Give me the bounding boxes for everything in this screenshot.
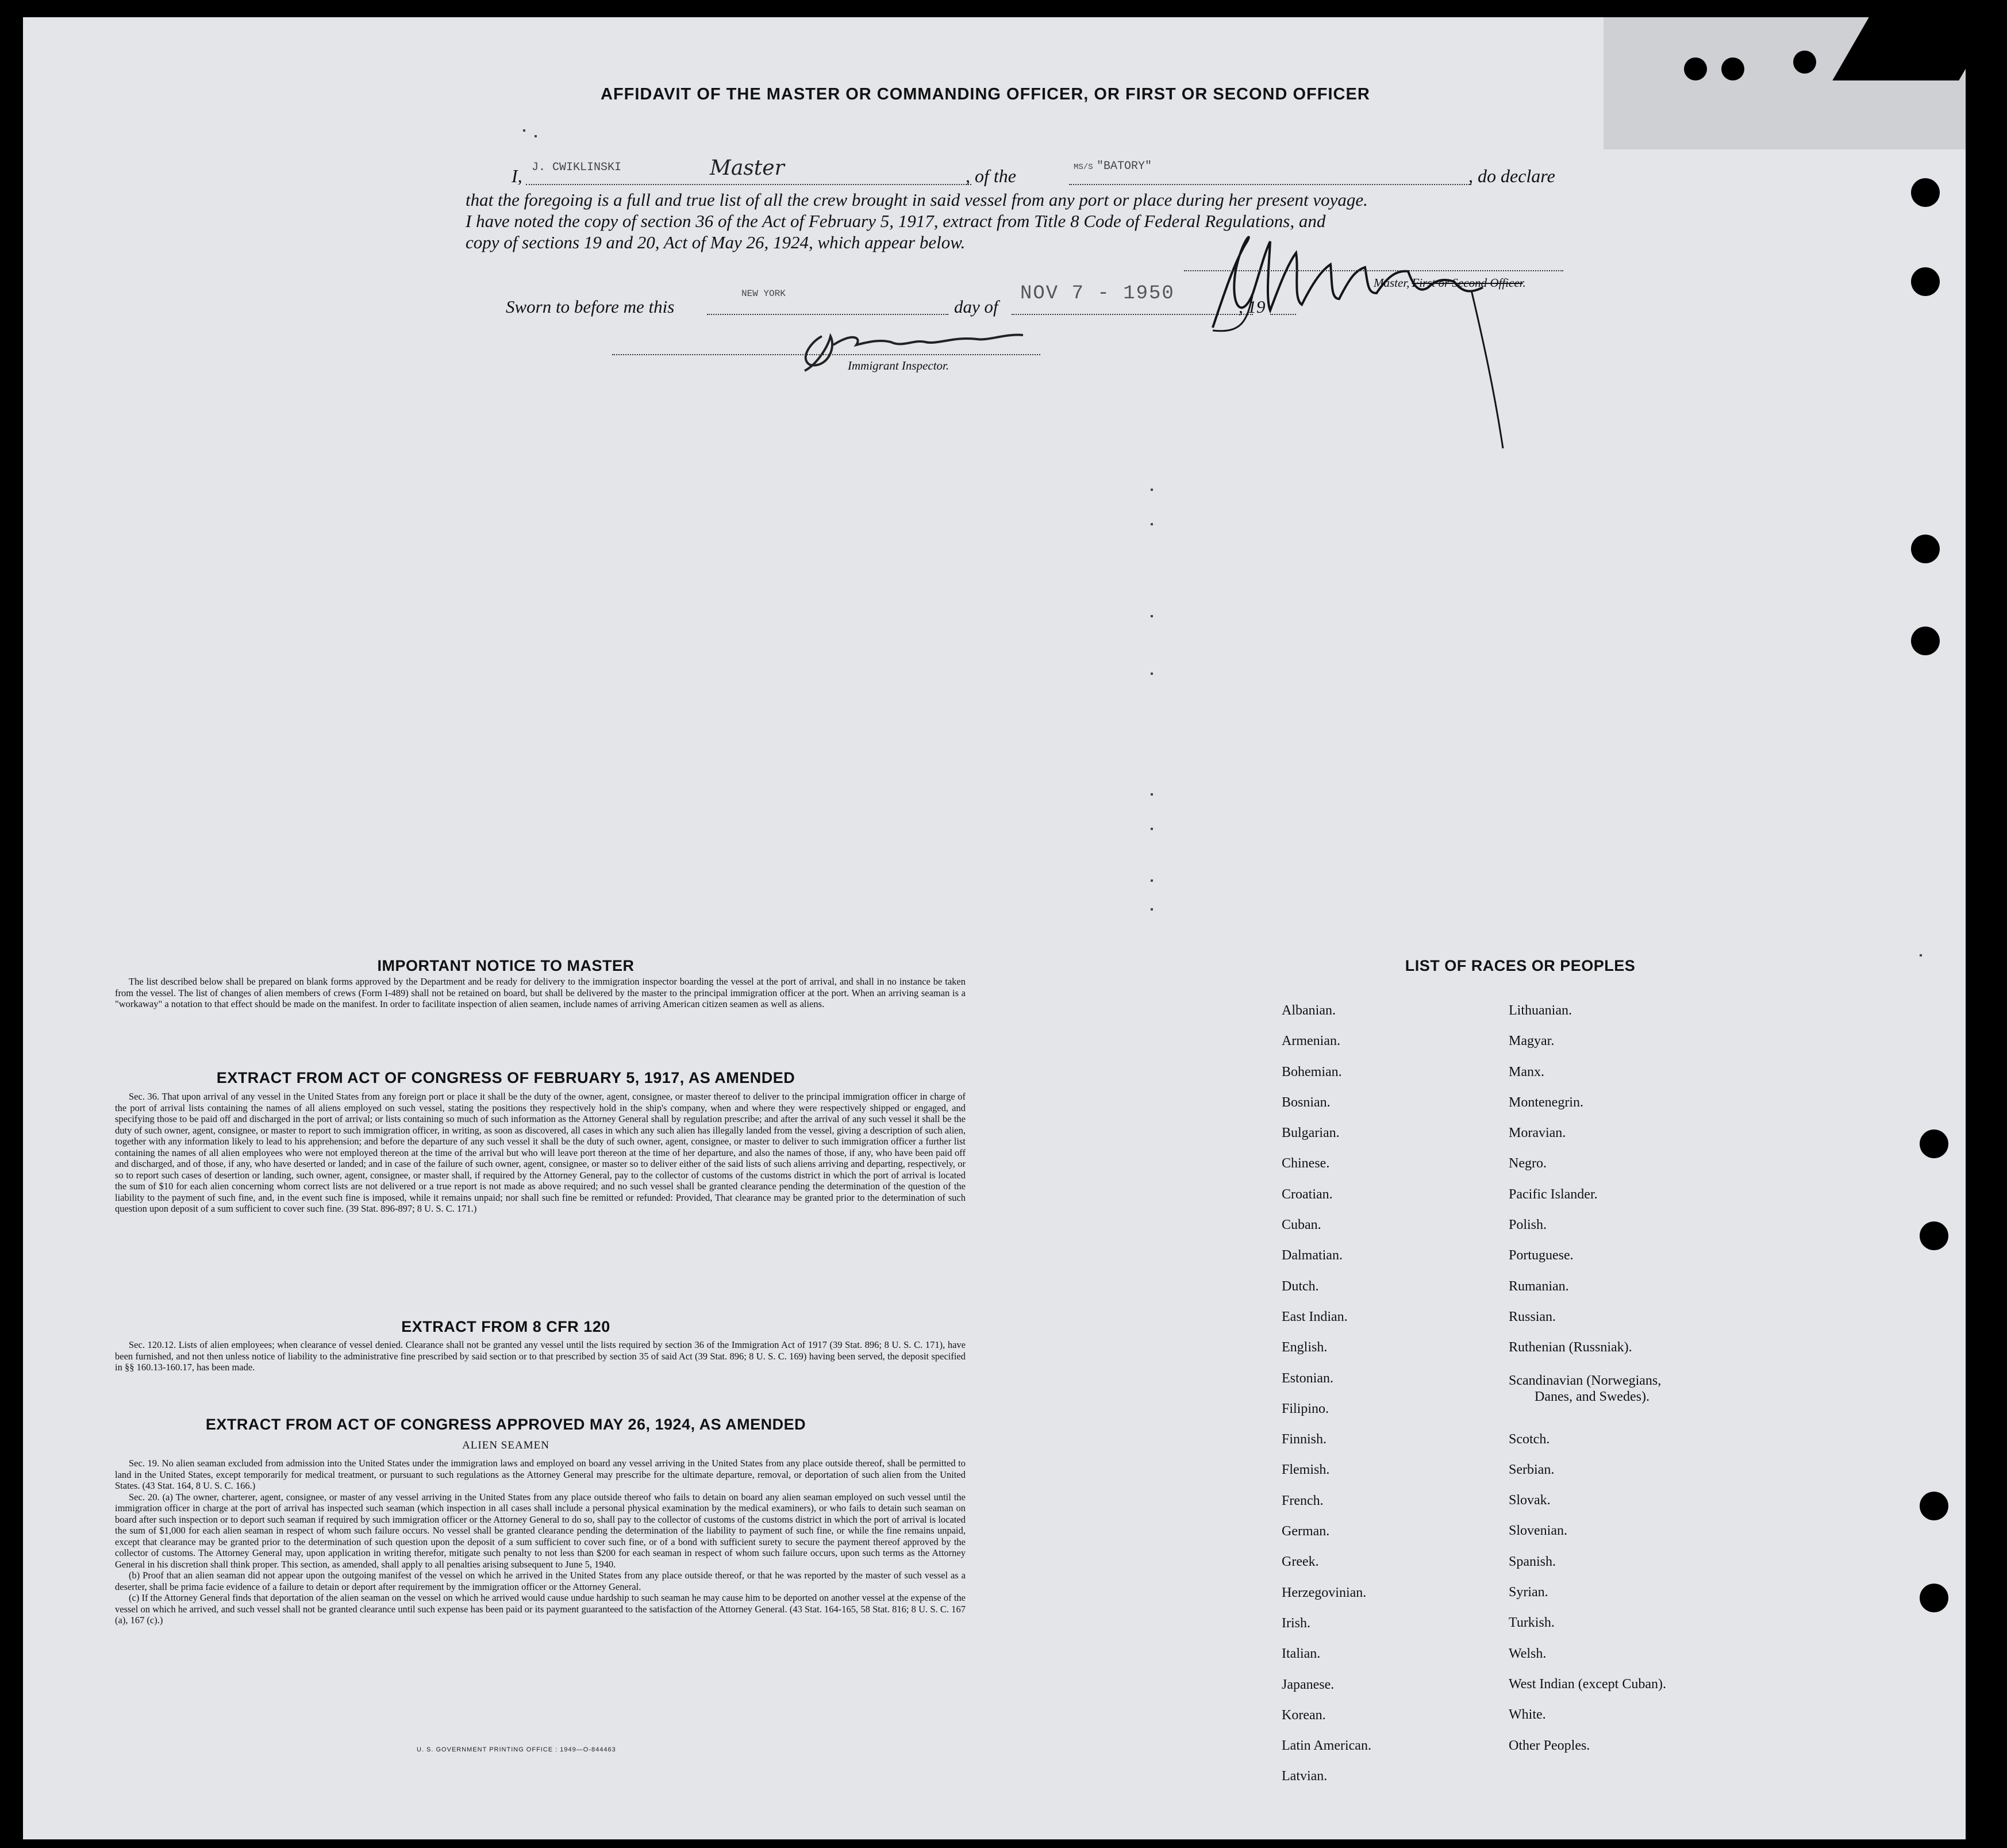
races-left-column bbox=[1282, 1003, 1371, 1800]
affidavit-i: I, bbox=[512, 166, 522, 186]
declaration-line-2: I have noted the copy of section 36 of the Act of February 5, 1917, extract from Title 8 Code of Federal Regulations, and bbox=[466, 211, 1326, 231]
punch-hole bbox=[1911, 267, 1940, 296]
punch-hole bbox=[1911, 178, 1940, 207]
sworn-label: Sworn to before me this bbox=[506, 297, 675, 317]
race-item: Greek. bbox=[1282, 1554, 1319, 1570]
races-right-column bbox=[1509, 1003, 1666, 1769]
race-item: Herzegovinian. bbox=[1282, 1585, 1367, 1600]
race-item: Bohemian. bbox=[1282, 1064, 1342, 1079]
bleed-mark bbox=[1151, 908, 1153, 910]
race-item: Scotch. bbox=[1509, 1431, 1550, 1447]
extract-cfr-heading: EXTRACT FROM 8 CFR 120 bbox=[401, 1318, 610, 1335]
race-item: Portuguese. bbox=[1509, 1248, 1574, 1263]
race-item: Spanish. bbox=[1509, 1554, 1556, 1569]
punch-hole bbox=[1920, 1221, 1948, 1250]
notice-paragraph: The list described below shall be prepared on blank forms approved by the Department and be ready for delivery to the immigration inspector boarding the vessel at the port of arrival, and shall in no instance be taken from the vessel. The list of changes of alien members of crews (Form I-489) shall not be retained on board, but shall be delivered by the master to the principal immigration officer at the port. When an arriving seaman is a "workaway" a notation to that effect should be made on the manifest. In order to facilitate inspection of alien seamen, include names of arriving American citizen seamen as well as aliens. bbox=[115, 976, 966, 1009]
master-rank-handwritten: Master bbox=[710, 156, 785, 180]
master-name: J. CWIKLINSKI bbox=[532, 161, 622, 174]
race-item: Dalmatian. bbox=[1282, 1248, 1343, 1263]
punch-hole bbox=[1911, 627, 1940, 655]
race-item: White. bbox=[1509, 1707, 1546, 1723]
race-item: Serbian. bbox=[1509, 1462, 1555, 1477]
bleed-mark bbox=[523, 129, 525, 132]
race-item: Korean. bbox=[1282, 1707, 1326, 1723]
race-item: Polish. bbox=[1509, 1217, 1547, 1233]
form-sheet bbox=[23, 17, 1966, 1839]
sworn-place: NEW YORK bbox=[741, 289, 786, 299]
bleed-mark bbox=[1151, 793, 1153, 796]
race-item: Magyar. bbox=[1509, 1034, 1555, 1049]
extract-1917-text bbox=[115, 1091, 966, 1215]
bleed-mark bbox=[1151, 615, 1153, 617]
bleed-mark bbox=[1151, 489, 1153, 491]
race-item: Armenian. bbox=[1282, 1034, 1340, 1049]
race-item: Negro. bbox=[1509, 1156, 1547, 1171]
day-of-label: day of bbox=[954, 297, 998, 317]
year-line bbox=[1270, 314, 1296, 315]
punch-hole bbox=[1793, 51, 1816, 74]
punch-hole bbox=[1721, 57, 1744, 80]
date-stamp: NOV 7 - 1950 bbox=[1020, 283, 1175, 305]
race-item: East Indian. bbox=[1282, 1309, 1348, 1324]
do-declare-label: , do declare bbox=[1468, 166, 1555, 186]
inspector-caption: Immigrant Inspector. bbox=[848, 359, 949, 372]
race-item: Rumanian. bbox=[1509, 1278, 1569, 1294]
race-item: Flemish. bbox=[1282, 1462, 1330, 1478]
extract-cfr-paragraph: Sec. 120.12. Lists of alien employees; when clearance of vessel denied. Clearance shall not be granted any vessel until the lists required by section 36 of the Immigration Act of 1917 (39 Stat. 896; 8 U. S. C. 171), have been furnished, and not then unless notice of liability to the administrative fine prescribed by said section or to that prescribed by section 35 of said Act (39 Stat. 896; 8 U. S. C. 169) having been served, the deposit specified in §§ 160.13-160.17, has been made. bbox=[115, 1339, 966, 1373]
bleed-mark bbox=[1920, 954, 1922, 956]
race-item: Slovak. bbox=[1509, 1493, 1551, 1508]
declaration-line-3: copy of sections 19 and 20, Act of May 26, 1924, which appear below. bbox=[466, 232, 966, 252]
race-item: Cuban. bbox=[1282, 1217, 1321, 1233]
declaration-line-1: that the foregoing is a full and true list of all the crew brought in said vessel from any port or place during her present voyage. bbox=[466, 190, 1368, 210]
race-item: Russian. bbox=[1509, 1309, 1556, 1324]
race-item: Japanese. bbox=[1282, 1677, 1335, 1692]
race-item: Italian. bbox=[1282, 1646, 1321, 1662]
vessel-line bbox=[1069, 184, 1471, 185]
race-item: Croatian. bbox=[1282, 1186, 1333, 1202]
sec-19-paragraph: Sec. 19. No alien seaman excluded from admission into the United States under the immigration laws and employed on board any vessel arriving in the United States from any place outside thereof, shall be permitted to land in the United States, except temporarily for medical treatment, or pursuant to such regulations as the Attorney General may prescribe for the ultimate departure, removal, or deportation of such alien from the United States. (43 Stat. 164, 8 U. S. C. 166.) bbox=[115, 1458, 966, 1491]
race-item: Syrian. bbox=[1509, 1585, 1548, 1600]
bleed-mark bbox=[1151, 828, 1153, 830]
race-item: Albanian. bbox=[1282, 1003, 1336, 1018]
notice-text bbox=[115, 976, 966, 1010]
date-line bbox=[1012, 314, 1253, 315]
extract-1924-text bbox=[115, 1458, 966, 1626]
signature-caption bbox=[1374, 276, 1526, 290]
inspector-line bbox=[612, 354, 1040, 355]
caption-end: . bbox=[1522, 276, 1526, 290]
race-item: Slovenian. bbox=[1509, 1523, 1567, 1539]
master-signature bbox=[1201, 207, 1526, 454]
race-item: Chinese. bbox=[1282, 1156, 1330, 1171]
race-item: Filipino. bbox=[1282, 1401, 1329, 1416]
notice-heading: IMPORTANT NOTICE TO MASTER bbox=[377, 957, 635, 974]
affidavit-title: AFFIDAVIT OF THE MASTER OR COMMANDING OFFICER, OR FIRST OR SECOND OFFICER bbox=[601, 85, 1370, 103]
race-item: Ruthenian (Russniak). bbox=[1509, 1340, 1632, 1355]
race-item: Other Peoples. bbox=[1509, 1738, 1590, 1753]
race-item: English. bbox=[1282, 1340, 1328, 1355]
race-item: Latin American. bbox=[1282, 1738, 1371, 1754]
sec-20b-paragraph: (b) Proof that an alien seaman did not appear upon the outgoing manifest of the vessel on which he arrived in the United States from any place outside thereof, or that he was reported by the master of such vessel as a deserter, shall be prima facie evidence of a failure to detain or deport after requirement by the immigration officer or the Attorney General. bbox=[115, 1570, 966, 1592]
name-line bbox=[526, 184, 971, 185]
race-item: Danes, and Swedes). bbox=[1535, 1389, 1650, 1404]
master-signature-line bbox=[1184, 270, 1563, 271]
extract-1924-heading: EXTRACT FROM ACT OF CONGRESS APPROVED MAY 26, 1924, AS AMENDED bbox=[205, 1416, 806, 1433]
race-item: Manx. bbox=[1509, 1064, 1544, 1079]
race-item: German. bbox=[1282, 1524, 1330, 1539]
bleed-mark bbox=[535, 135, 537, 137]
race-item: Bulgarian. bbox=[1282, 1125, 1340, 1141]
race-item: Moravian. bbox=[1509, 1125, 1566, 1141]
extract-1917-heading: EXTRACT FROM ACT OF CONGRESS OF FEBRUARY 5, 1917, AS AMENDED bbox=[216, 1069, 795, 1086]
alien-seamen-subheading: ALIEN SEAMEN bbox=[462, 1439, 549, 1451]
sec-20a-paragraph: Sec. 20. (a) The owner, charterer, agent, consignee, or master of any vessel arriving in the United States from any place outside thereof who fails to detain on board any alien seaman employed on such vessel until the immigration officer in charge at the port of arrival has inspected such seaman (which inspection in all cases shall include a personal physical examination by the medical examiners), or who fails to detain such seaman on board after such inspection or to deport such seaman if required by such immigration officer or the Attorney General to do so, shall pay to the collector of customs of the customs district in which the port of arrival is located the sum of $1,000 for each alien seaman in respect of whom such failure occurs. No vessel shall be granted clearance pending the determination of the liability to payment of such fine, or while the fine remains unpaid, except that clearance may be granted prior to the determination of such question upon the deposit of a sum sufficient to cover such fine, or of a bond with sufficient surety to secure the payment thereof approved by the collector of customs. The Attorney General may, upon application in writing therefor, mitigate such penalty to not less than $200 for each seaman in respect of whom such failure occurs, upon such terms as the Attorney General in his discretion shall think proper. This section, as amended, shall apply to all penalties arising subsequent to June 5, 1940. bbox=[115, 1491, 966, 1570]
extract-1917-paragraph: Sec. 36. That upon arrival of any vessel in the United States from any foreign port or place it shall be the duty of the owner, agent, consignee, or master thereof to deliver to the principal immigration officer in charge of the port of arrival lists containing the names of all aliens employed on such vessel, stating the positions they respectively hold in the ship's company, when and where they were respectively shipped or engaged, and specifying those to be paid off and discharged in the port of arrival; or lists containing so much of such information as the Attorney General shall by regulation prescribe; and after the arrival of any such vessel it shall be the duty of such owner, agent, consignee, or master to report to such immigration officer, in writing, as soon as discovered, all cases in which any such alien has illegally landed from the vessel, giving a description of such alien, together with any information likely to lead to his apprehension; and before the departure of any such vessel it shall be the duty of such owner, agent, consignee, or master to deliver to such immigration officer a further list containing the names of all alien employees who were not employed thereon at the time of the arrival but who will leave port thereon at the time of her departure, and also the names of those, if any, who have been paid off and discharged, and of those, if any, who have deserted or landed; and in case of the failure of such owner, agent, consignee, or master so to deliver either of the said lists of such aliens arriving and departing, respectively, or so to report such cases of desertion or landing, such owner, agent, consignee, or master shall, if required by the Attorney General, pay to the collector of customs of the customs district in which the port of arrival is located the sum of $10 for each alien concerning whom correct lists are not delivered or a true report is not made as above required; and no such vessel shall be granted clearance pending the determination of the question of the liability to the payment of such fine, and, in the event such fine is imposed, while it remains unpaid; nor shall such fine be remitted or refunded: Provided, That clearance may be granted prior to the determination of such question upon deposit of a sum sufficient to cover such fine. (39 Stat. 896-897; 8 U. S. C. 171.) bbox=[115, 1091, 966, 1214]
vessel-prefix: MS/S bbox=[1074, 163, 1093, 172]
of-the-label: , of the bbox=[966, 166, 1016, 186]
race-item: Lithuanian. bbox=[1509, 1003, 1572, 1018]
race-item: Irish. bbox=[1282, 1615, 1310, 1631]
year-label: , 19 bbox=[1239, 297, 1266, 317]
bleed-mark bbox=[1151, 673, 1153, 675]
race-item: Finnish. bbox=[1282, 1432, 1327, 1447]
race-item: Estonian. bbox=[1282, 1370, 1333, 1386]
caption-struck-officer: First or Second Officer bbox=[1412, 276, 1523, 290]
race-item: Dutch. bbox=[1282, 1278, 1319, 1294]
race-item: Welsh. bbox=[1509, 1646, 1547, 1661]
punch-hole bbox=[1920, 1129, 1948, 1158]
race-item: French. bbox=[1282, 1493, 1324, 1508]
race-item: West Indian (except Cuban). bbox=[1509, 1676, 1666, 1692]
bleed-mark bbox=[1151, 523, 1153, 525]
printer-imprint: U. S. GOVERNMENT PRINTING OFFICE : 1949—O-844463 bbox=[417, 1746, 616, 1753]
extract-cfr-text bbox=[115, 1339, 966, 1373]
vessel-name: "BATORY" bbox=[1097, 160, 1152, 173]
race-item: Turkish. bbox=[1509, 1615, 1555, 1631]
bleed-mark bbox=[1151, 879, 1153, 882]
race-item: Scandinavian (Norwegians, bbox=[1509, 1373, 1662, 1388]
race-item: Latvian. bbox=[1282, 1769, 1328, 1784]
punch-hole bbox=[1684, 57, 1707, 80]
punch-hole bbox=[1920, 1492, 1948, 1520]
caption-master: Master, bbox=[1374, 276, 1410, 290]
punch-hole bbox=[1911, 535, 1940, 563]
punch-hole bbox=[1920, 1584, 1948, 1612]
races-heading: LIST OF RACES OR PEOPLES bbox=[1405, 957, 1636, 974]
sec-20c-paragraph: (c) If the Attorney General finds that deportation of the alien seaman on the vessel on which he arrived would cause undue hardship to such seaman he may cause him to be deported on another vessel at the expense of the vessel on which he arrived, and such vessel shall not be granted clearance until such expense has been paid or its payment guaranteed to the satisfaction of the Attorney General. (43 Stat. 164-165, 58 Stat. 816; 8 U. S. C. 167 (a), 167 (c).) bbox=[115, 1592, 966, 1626]
race-item: Bosnian. bbox=[1282, 1094, 1331, 1110]
race-item: Montenegrin. bbox=[1509, 1094, 1583, 1110]
race-item: Pacific Islander. bbox=[1509, 1186, 1598, 1202]
